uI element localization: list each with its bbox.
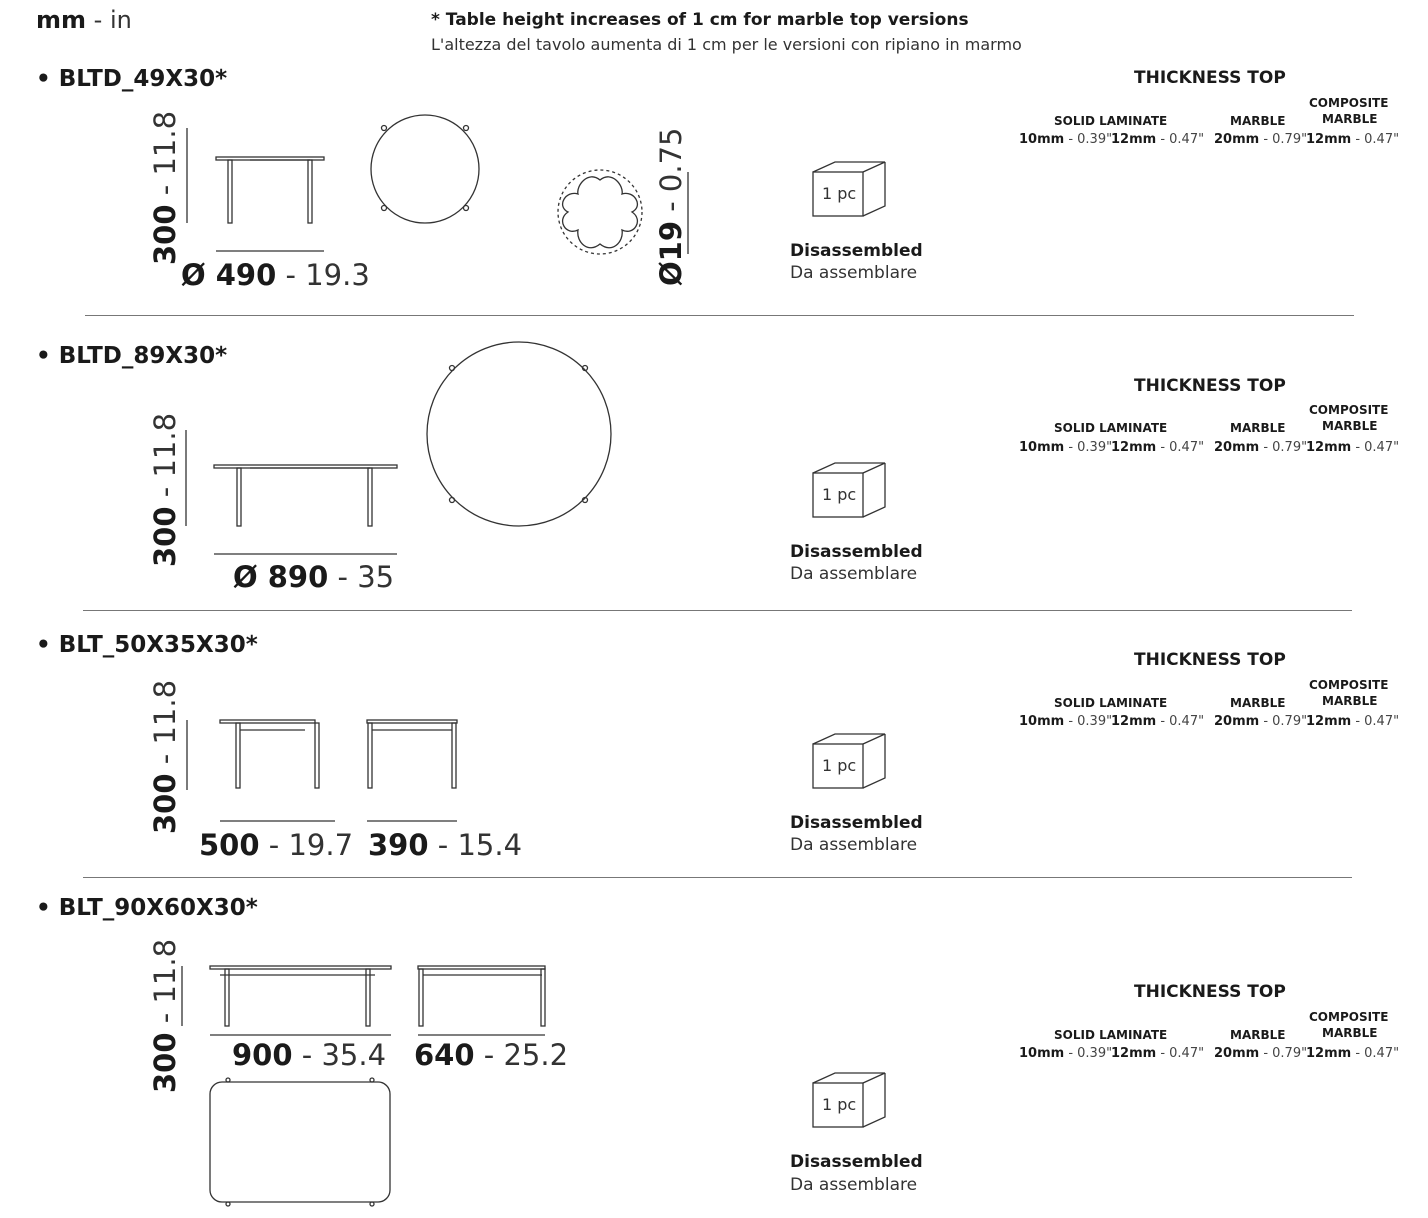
top-view-circle-drawing (369, 113, 481, 225)
thickness-value: 12mm - 0.47" (1306, 440, 1400, 455)
product-title-blt-90x60x30: • BLT_90X60X30* (36, 895, 258, 921)
height-mm: 300 (148, 1032, 182, 1093)
base-section-drawing (556, 168, 646, 258)
width-mm: 500 (199, 828, 260, 862)
thickness-value: 12mm - 0.47" (1111, 714, 1205, 729)
depth-dimension (414, 1038, 568, 1072)
thickness-solid-laminate-label: SOLID LAMINATE (1054, 1028, 1168, 1042)
width-mm: 900 (232, 1038, 293, 1072)
side-view-drawing (180, 700, 480, 830)
base-in: - 0.75 (654, 127, 688, 221)
units-separator: - (86, 6, 110, 34)
thickness-marble-label: MARBLE (1230, 114, 1286, 128)
thickness-value: 12mm - 0.47" (1111, 1046, 1205, 1061)
thickness-composite-label: COMPOSITE (1309, 1010, 1389, 1024)
thickness-composite-marble-label: MARBLE (1322, 1026, 1378, 1040)
section-divider (83, 610, 1352, 611)
height-mm: 300 (148, 204, 182, 265)
thickness-value: 20mm - 0.79" (1214, 1046, 1308, 1061)
thickness-title: THICKNESS TOP (1134, 650, 1286, 670)
height-mm: 300 (148, 506, 182, 567)
product-title-bltd-89x30: • BLTD_89X30* (36, 343, 228, 369)
height-in: - 11.8 (148, 679, 182, 774)
thickness-value: 20mm - 0.79" (1214, 714, 1308, 729)
thickness-solid-laminate-label: SOLID LAMINATE (1054, 421, 1168, 435)
height-dimension (148, 413, 182, 567)
thickness-value: 12mm - 0.47" (1306, 132, 1400, 147)
thickness-value: 10mm - 0.39" (1019, 1046, 1113, 1061)
height-note-it: L'altezza del tavolo aumenta di 1 cm per le versioni con ripiano in marmo (431, 35, 1022, 54)
package-status-en: Disassembled (790, 542, 923, 562)
thickness-value: 10mm - 0.39" (1019, 132, 1113, 147)
height-note-en: * Table height increases of 1 cm for marble top versions (431, 10, 969, 30)
height-dimension (148, 939, 182, 1093)
base-dimension-line (686, 168, 690, 258)
depth-in: - 15.4 (428, 828, 523, 862)
width-dimension (199, 828, 353, 862)
section-divider (85, 315, 1354, 316)
width-in: - 19.3 (276, 258, 370, 292)
thickness-composite-marble-label: MARBLE (1322, 112, 1378, 126)
thickness-solid-laminate-label: SOLID LAMINATE (1054, 114, 1168, 128)
package-qty: 1 pc (822, 184, 857, 203)
thickness-marble-label: MARBLE (1230, 1028, 1286, 1042)
units-label (36, 6, 132, 34)
side-view-drawing (180, 120, 340, 260)
package-status-en: Disassembled (790, 241, 923, 261)
depth-in: - 25.2 (474, 1038, 569, 1072)
depth-mm: 640 (414, 1038, 475, 1072)
thickness-value: 12mm - 0.47" (1306, 1046, 1400, 1061)
package-qty: 1 pc (822, 1095, 857, 1114)
product-title-blt-50x35x30: • BLT_50X35X30* (36, 632, 258, 658)
thickness-value: 20mm - 0.79" (1214, 440, 1308, 455)
thickness-value: 10mm - 0.39" (1019, 714, 1113, 729)
thickness-marble-label: MARBLE (1230, 421, 1286, 435)
top-view-circle-drawing (425, 341, 613, 529)
width-in: - 35.4 (292, 1038, 387, 1072)
thickness-title: THICKNESS TOP (1134, 982, 1286, 1002)
thickness-value: 12mm - 0.47" (1111, 440, 1205, 455)
package-status-it: Da assemblare (790, 263, 918, 283)
package-status-it: Da assemblare (790, 835, 918, 855)
width-mm: Ø 890 (233, 560, 329, 594)
side-view-drawing (180, 420, 405, 560)
thickness-value: 12mm - 0.47" (1111, 132, 1205, 147)
base-mm: Ø19 (654, 220, 688, 286)
thickness-composite-marble-label: MARBLE (1322, 694, 1378, 708)
thickness-value: 20mm - 0.79" (1214, 132, 1308, 147)
depth-mm: 390 (368, 828, 429, 862)
thickness-value: 10mm - 0.39" (1019, 440, 1113, 455)
width-in: - 35 (328, 560, 395, 594)
package-qty: 1 pc (822, 485, 857, 504)
width-dimension (233, 560, 394, 594)
section-divider (83, 877, 1352, 878)
base-dimension (654, 128, 688, 287)
width-in: - 19.7 (259, 828, 354, 862)
thickness-composite-label: COMPOSITE (1309, 96, 1389, 110)
depth-dimension (368, 828, 522, 862)
width-dimension (181, 258, 370, 292)
package-status-en: Disassembled (790, 1152, 923, 1172)
package-status-it: Da assemblare (790, 564, 918, 584)
height-in: - 11.8 (148, 412, 182, 507)
thickness-solid-laminate-label: SOLID LAMINATE (1054, 696, 1168, 710)
width-mm: Ø 490 (181, 258, 277, 292)
package-status-en: Disassembled (790, 813, 923, 833)
package-status-it: Da assemblare (790, 1175, 918, 1195)
thickness-composite-label: COMPOSITE (1309, 678, 1389, 692)
height-dimension (148, 111, 182, 265)
units-in: in (109, 6, 132, 34)
height-mm: 300 (148, 773, 182, 834)
thickness-composite-marble-label: MARBLE (1322, 419, 1378, 433)
thickness-marble-label: MARBLE (1230, 696, 1286, 710)
height-dimension (148, 680, 182, 834)
package-qty: 1 pc (822, 756, 857, 775)
side-view-drawing (180, 960, 550, 1210)
height-in: - 11.8 (148, 938, 182, 1033)
thickness-composite-label: COMPOSITE (1309, 403, 1389, 417)
height-in: - 11.8 (148, 110, 182, 205)
width-dimension (232, 1038, 386, 1072)
product-title-bltd-49x30: • BLTD_49X30* (36, 66, 228, 92)
thickness-value: 12mm - 0.47" (1306, 714, 1400, 729)
units-mm: mm (36, 6, 87, 34)
thickness-title: THICKNESS TOP (1134, 376, 1286, 396)
thickness-title: THICKNESS TOP (1134, 68, 1286, 88)
